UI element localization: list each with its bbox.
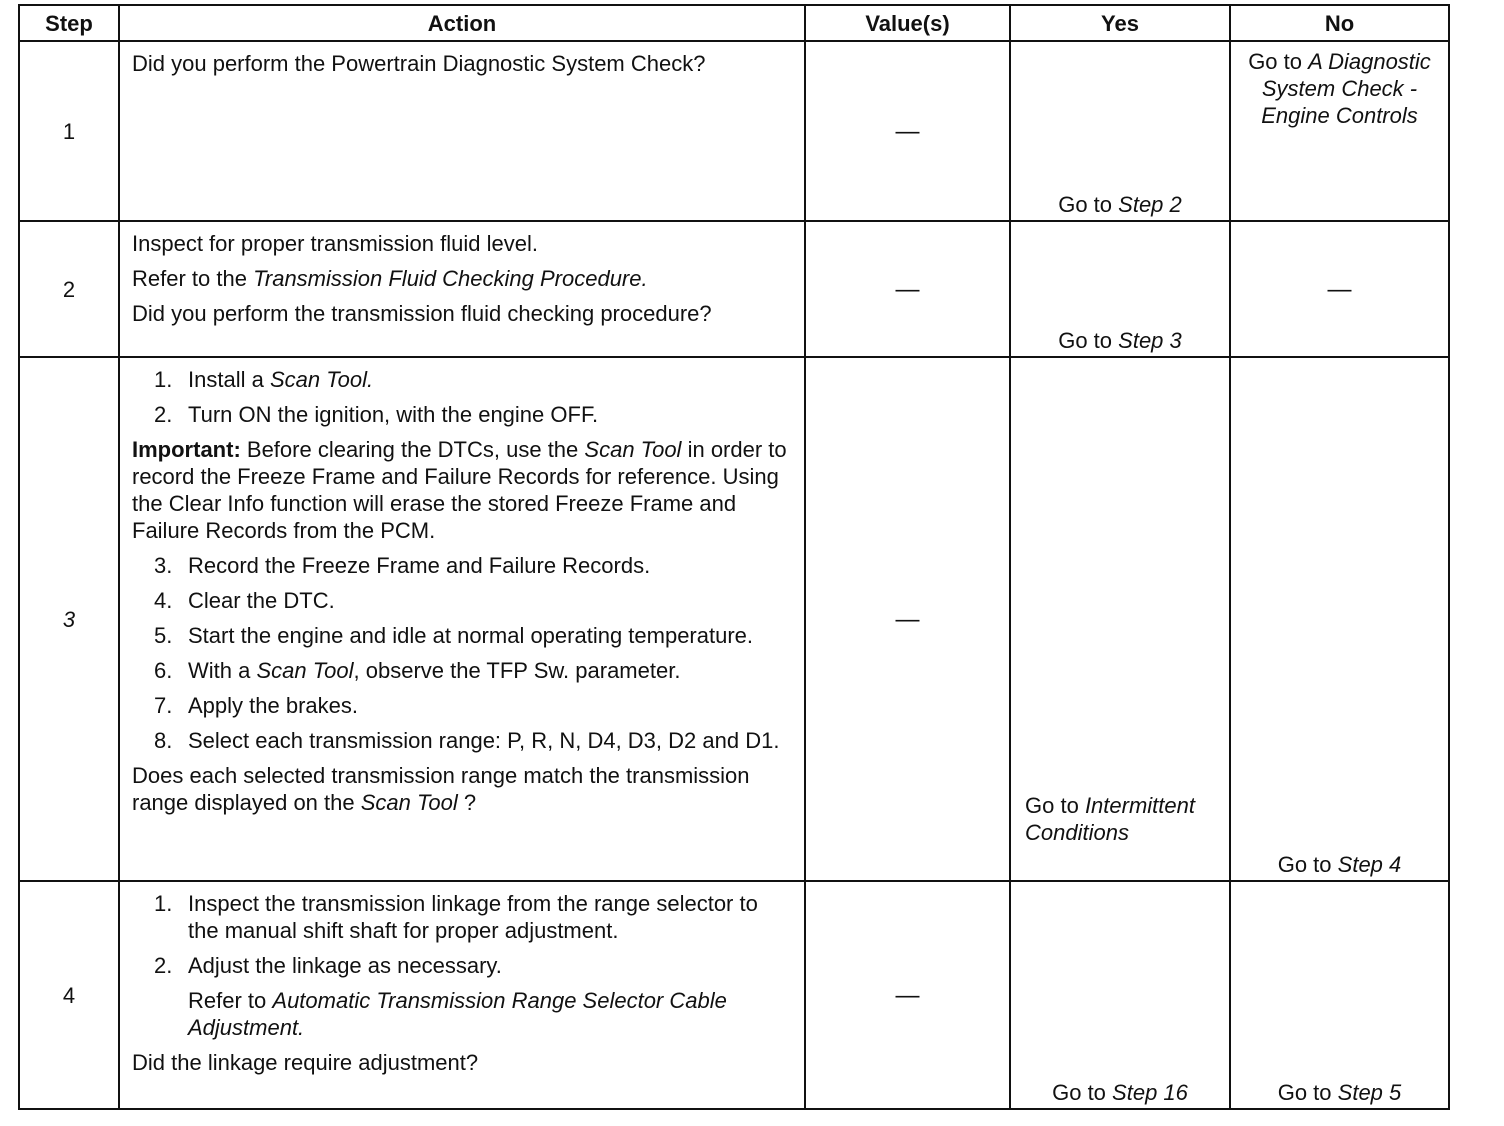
no-cell [1230, 881, 1449, 1109]
value-cell: — [805, 221, 1010, 357]
header-no: No [1230, 5, 1449, 41]
yes-cell [1010, 357, 1230, 881]
action-list [132, 890, 792, 979]
action-question: Did you perform the transmission fluid checking procedure? [132, 301, 712, 326]
step-number: 2 [19, 221, 119, 357]
action-cell [119, 221, 805, 357]
no-cell [1230, 357, 1449, 881]
value-cell: — [805, 881, 1010, 1109]
action-question: Did the linkage require adjustment? [132, 1050, 479, 1075]
step-number: 4 [19, 881, 119, 1109]
step-number: 1 [19, 41, 119, 221]
list-item: 7. Apply the brakes. [154, 693, 358, 718]
yes-goto: Go to Step 2 [1058, 192, 1182, 217]
no-cell [1230, 41, 1449, 221]
action-cell [119, 357, 805, 881]
table-row [19, 41, 1449, 221]
action-cell [119, 41, 805, 221]
header-values: Value(s) [805, 5, 1010, 41]
header-yes: Yes [1010, 5, 1230, 41]
header-step: Step [19, 5, 119, 41]
table-row [19, 357, 1449, 881]
action-text: Did you perform the Powertrain Diagnostic System Check? [132, 51, 706, 76]
yes-cell [1010, 221, 1230, 357]
yes-cell [1010, 41, 1230, 221]
list-item: 2. Adjust the linkage as necessary. [154, 953, 502, 978]
action-list [132, 552, 792, 754]
list-item: 5. Start the engine and idle at normal operating temperature. [154, 623, 754, 648]
list-item: 1. Install a Scan Tool. [154, 367, 374, 392]
header-row [19, 5, 1449, 41]
no-goto: Go to Step 5 [1277, 1080, 1402, 1105]
important-note: Important: Before clearing the DTCs, use the Scan Tool in order to record the Freeze Frame and Failure Records for reference. Using the Clear Info function will erase the stored Freeze Frame and Failure Records from the PCM. [132, 437, 787, 543]
yes-goto: Go to Intermittent Conditions [1025, 793, 1195, 845]
value-cell: — [805, 357, 1010, 881]
action-reference: Refer to Automatic Transmission Range Selector Cable Adjustment. [188, 988, 727, 1040]
no-goto: Go to Step 4 [1277, 852, 1402, 877]
yes-cell [1010, 881, 1230, 1109]
yes-goto: Go to Step 3 [1058, 328, 1182, 353]
table-row [19, 881, 1449, 1109]
no-cell: — [1230, 221, 1449, 357]
action-question: Does each selected transmission range match the transmission range displayed on the Scan Tool ? [132, 763, 750, 815]
action-text: Inspect for proper transmission fluid level. [132, 231, 538, 256]
list-item: 3. Record the Freeze Frame and Failure Records. [154, 553, 651, 578]
step-number: 3 [19, 357, 119, 881]
value-cell: — [805, 41, 1010, 221]
yes-goto: Go to Step 16 [1052, 1080, 1188, 1105]
list-item: 1. Inspect the transmission linkage from the range selector to the manual shift shaft for proper adjustment. [154, 891, 758, 943]
list-item: 6. With a Scan Tool, observe the TFP Sw. parameter. [154, 658, 681, 683]
table-row [19, 221, 1449, 357]
list-item: 4. Clear the DTC. [154, 588, 335, 613]
list-item: 8. Select each transmission range: P, R, N, D4, D3, D2 and D1. [154, 728, 780, 753]
action-list [132, 366, 792, 428]
action-reference: Refer to the Transmission Fluid Checking Procedure. [132, 266, 648, 291]
header-action: Action [119, 5, 805, 41]
list-item: 2. Turn ON the ignition, with the engine OFF. [154, 402, 599, 427]
action-cell [119, 881, 805, 1109]
diagnostic-table [18, 4, 1450, 1110]
no-goto: Go to A Diagnostic System Check - Engine Controls [1248, 49, 1431, 128]
